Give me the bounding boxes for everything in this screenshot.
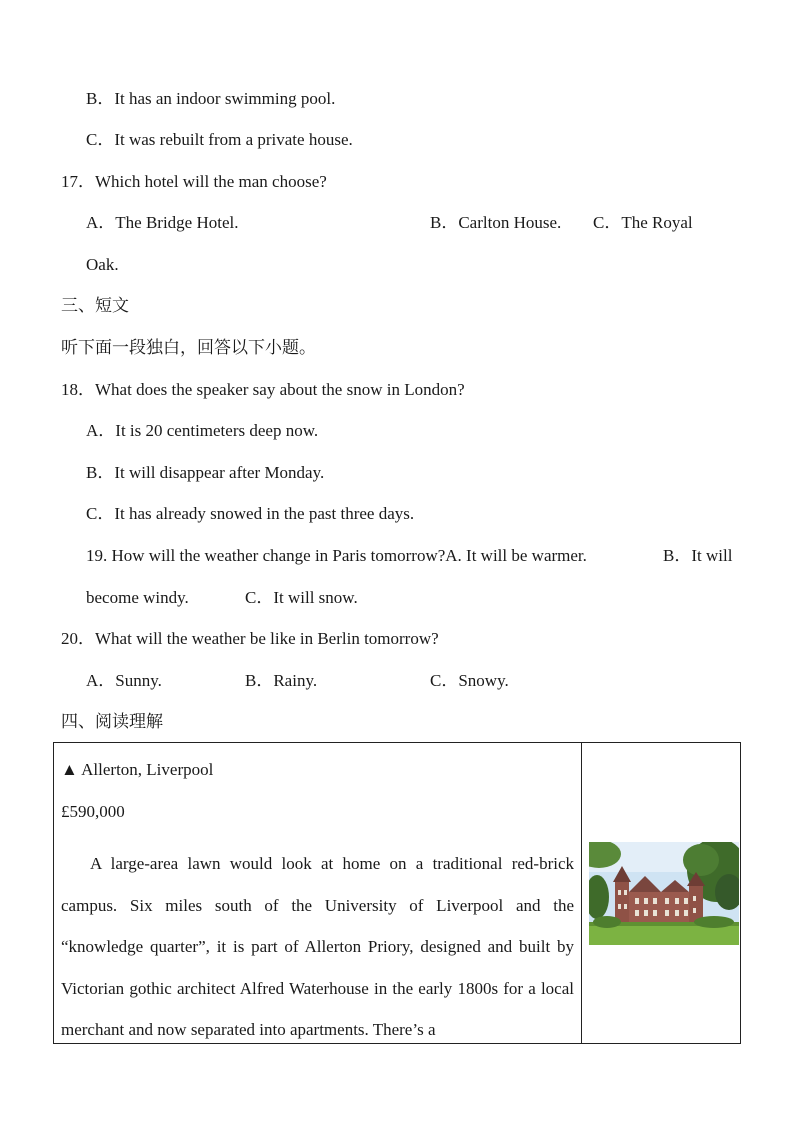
listing-location: ▲ Allerton, Liverpool — [61, 760, 214, 779]
q17-option-c-part1: C．The Royal — [593, 213, 693, 232]
q19-option-c: C．It will snow. — [245, 588, 358, 607]
q17-option-c-part2: Oak. — [86, 255, 119, 274]
q16-option-b: B．It has an indoor swimming pool. — [86, 89, 336, 108]
q20-question: 20．What will the weather be like in Berlin tomorrow? — [61, 629, 439, 648]
q17-question: 17．Which hotel will the man choose? — [61, 172, 327, 191]
listing-price: £590,000 — [61, 802, 125, 821]
q18-option-a: A．It is 20 centimeters deep now. — [86, 421, 319, 440]
q20-option-b: B．Rainy. — [245, 671, 318, 690]
q17-option-b: B．Carlton House. — [430, 213, 562, 232]
q17-option-a: A．The Bridge Hotel. — [86, 213, 239, 232]
q19-option-b-part1: B．It will — [663, 546, 733, 565]
q20-option-a: A．Sunny. — [86, 671, 162, 690]
q18-option-c: C．It has already snowed in the past three days. — [86, 504, 415, 523]
listing-table — [53, 742, 741, 1044]
q19-question-line: 19. How will the weather change in Paris tomorrow?A. It will be warmer. — [86, 546, 587, 565]
section-3-heading: 三、短文 — [61, 296, 129, 316]
section-4-heading: 四、阅读理解 — [61, 712, 163, 732]
q19-option-b-part2: become windy. — [86, 588, 189, 607]
q18-option-b: B．It will disappear after Monday. — [86, 463, 325, 482]
house-photo — [589, 842, 739, 945]
q20-option-c: C．Snowy. — [430, 671, 509, 690]
listing-description: A large-area lawn would look at home on a traditional red-brick campus. Six miles south of the University of Liverpool and the “knowledge quarter”, it is part of Allerton Priory, designed and built by Victorian gothic architect Alfred Waterhouse in the early 1800s for a local merchant and now separated into apartments. There’s a — [61, 854, 574, 1039]
section-3-instruction: 听下面一段独白，回答以下小题。 — [61, 338, 316, 358]
table-divider — [581, 743, 582, 1043]
q16-option-c: C．It was rebuilt from a private house. — [86, 130, 353, 149]
q18-question: 18．What does the speaker say about the snow in London? — [61, 380, 465, 399]
